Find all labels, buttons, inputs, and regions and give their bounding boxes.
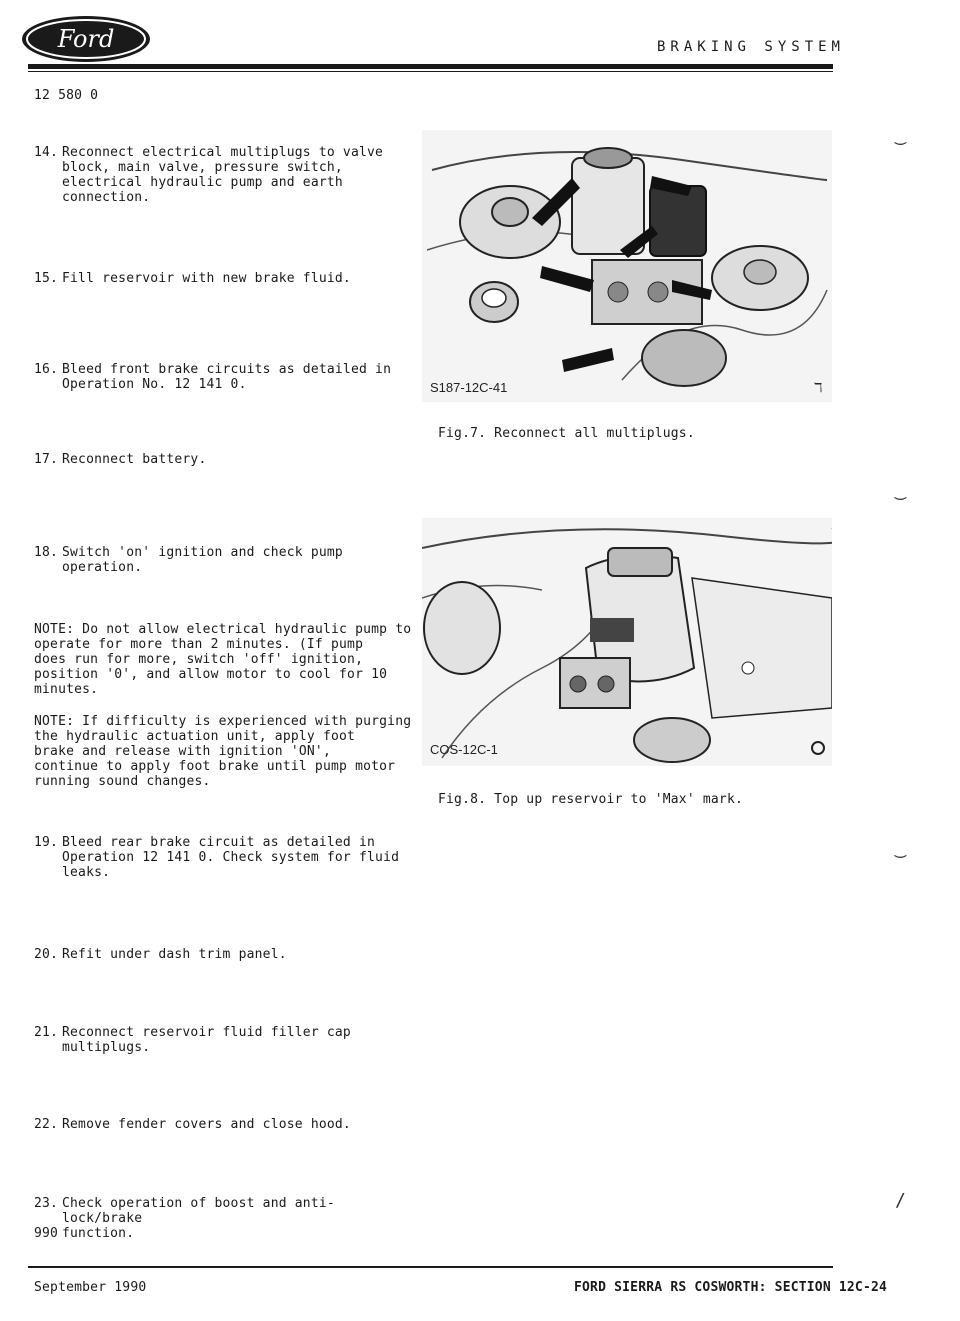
step-number: 17.: [34, 452, 59, 467]
note-label: NOTE:: [34, 714, 75, 729]
figure-7-caption: Fig.7. Reconnect all multiplugs.: [438, 426, 695, 441]
step-18: [34, 530, 414, 575]
step-16: [34, 347, 414, 392]
logo-text: Ford: [57, 25, 115, 53]
step-number: 16.: [34, 362, 59, 377]
step-text: Reconnect reservoir fluid filler cap multiplugs.: [62, 1025, 351, 1055]
step-number: 23.: [34, 1196, 59, 1211]
step-15: [34, 256, 414, 286]
step-19: [34, 820, 414, 880]
figure-7-id: S187-12C-41: [430, 380, 508, 395]
step-23: [34, 1181, 414, 1241]
note-text: If difficulty is experienced with purging the hydraulic actuation unit, apply foot brake and release with ignition 'ON', continue to apply foot brake until pump motor running sound changes.: [34, 714, 412, 789]
figure-8-caption: Fig.8. Top up reservoir to 'Max' mark.: [438, 792, 744, 807]
step-text: Check operation of boost and anti-lock/brake function.: [62, 1196, 335, 1241]
step-text: Remove fender covers and close hood.: [62, 1117, 351, 1132]
step-text: Reconnect battery.: [62, 452, 207, 467]
operation-code: 12 580 0: [34, 88, 99, 103]
step-number: 20.: [34, 947, 59, 962]
header-rule-thin: [28, 71, 833, 72]
ford-logo: [20, 14, 152, 64]
figure-8-id: COS-12C-1: [430, 742, 498, 757]
step-text: Bleed rear brake circuit as detailed in Operation 12 141 0. Check system for fluid leaks.: [62, 835, 400, 880]
margin-mark: ‿: [895, 480, 906, 501]
page-title: BRAKING SYSTEM: [656, 39, 845, 55]
step-text: Fill reservoir with new brake fluid.: [62, 271, 351, 286]
step-21: [34, 1010, 414, 1055]
page-code: 990: [34, 1226, 59, 1241]
step-22: [34, 1102, 414, 1132]
margin-mark: /: [895, 1190, 906, 1211]
step-text: Reconnect electrical multiplugs to valve block, main valve, pressure switch, electrical hydraulic pump and earth connection.: [62, 145, 384, 205]
margin-mark: ‿: [895, 838, 906, 859]
step-text: Refit under dash trim panel.: [62, 947, 287, 962]
footer-rule: [28, 1266, 833, 1268]
step-text: Bleed front brake circuits as detailed in Operation No. 12 141 0.: [62, 362, 392, 392]
header-rule: [28, 64, 833, 69]
footer-section: FORD SIERRA RS COSWORTH: SECTION 12C-24: [574, 1280, 888, 1295]
note-label: NOTE:: [34, 622, 75, 637]
step-number: 14.: [34, 145, 59, 160]
step-text: Switch 'on' ignition and check pump operation.: [62, 545, 343, 575]
step-number: 22.: [34, 1117, 59, 1132]
step-number: 18.: [34, 545, 59, 560]
step-number: 21.: [34, 1025, 59, 1040]
margin-mark: ‿: [895, 125, 906, 146]
footer-date: September 1990: [34, 1280, 147, 1295]
note-pump-time: [34, 622, 414, 697]
svg-text:ℸ: ℸ: [814, 380, 823, 395]
step-number: 15.: [34, 271, 59, 286]
note-text: Do not allow electrical hydraulic pump to operate for more than 2 minutes. (If pump does run for more, switch 'off' ignition, position '0', and allow motor to cool for 10 minutes.: [34, 622, 412, 697]
step-number: 19.: [34, 835, 59, 850]
step-14: [34, 130, 414, 205]
note-purging: [34, 714, 414, 789]
step-20: [34, 932, 414, 962]
step-17: [34, 437, 414, 467]
figure-7-illustration: [422, 130, 832, 402]
figure-8-illustration: [422, 518, 832, 766]
